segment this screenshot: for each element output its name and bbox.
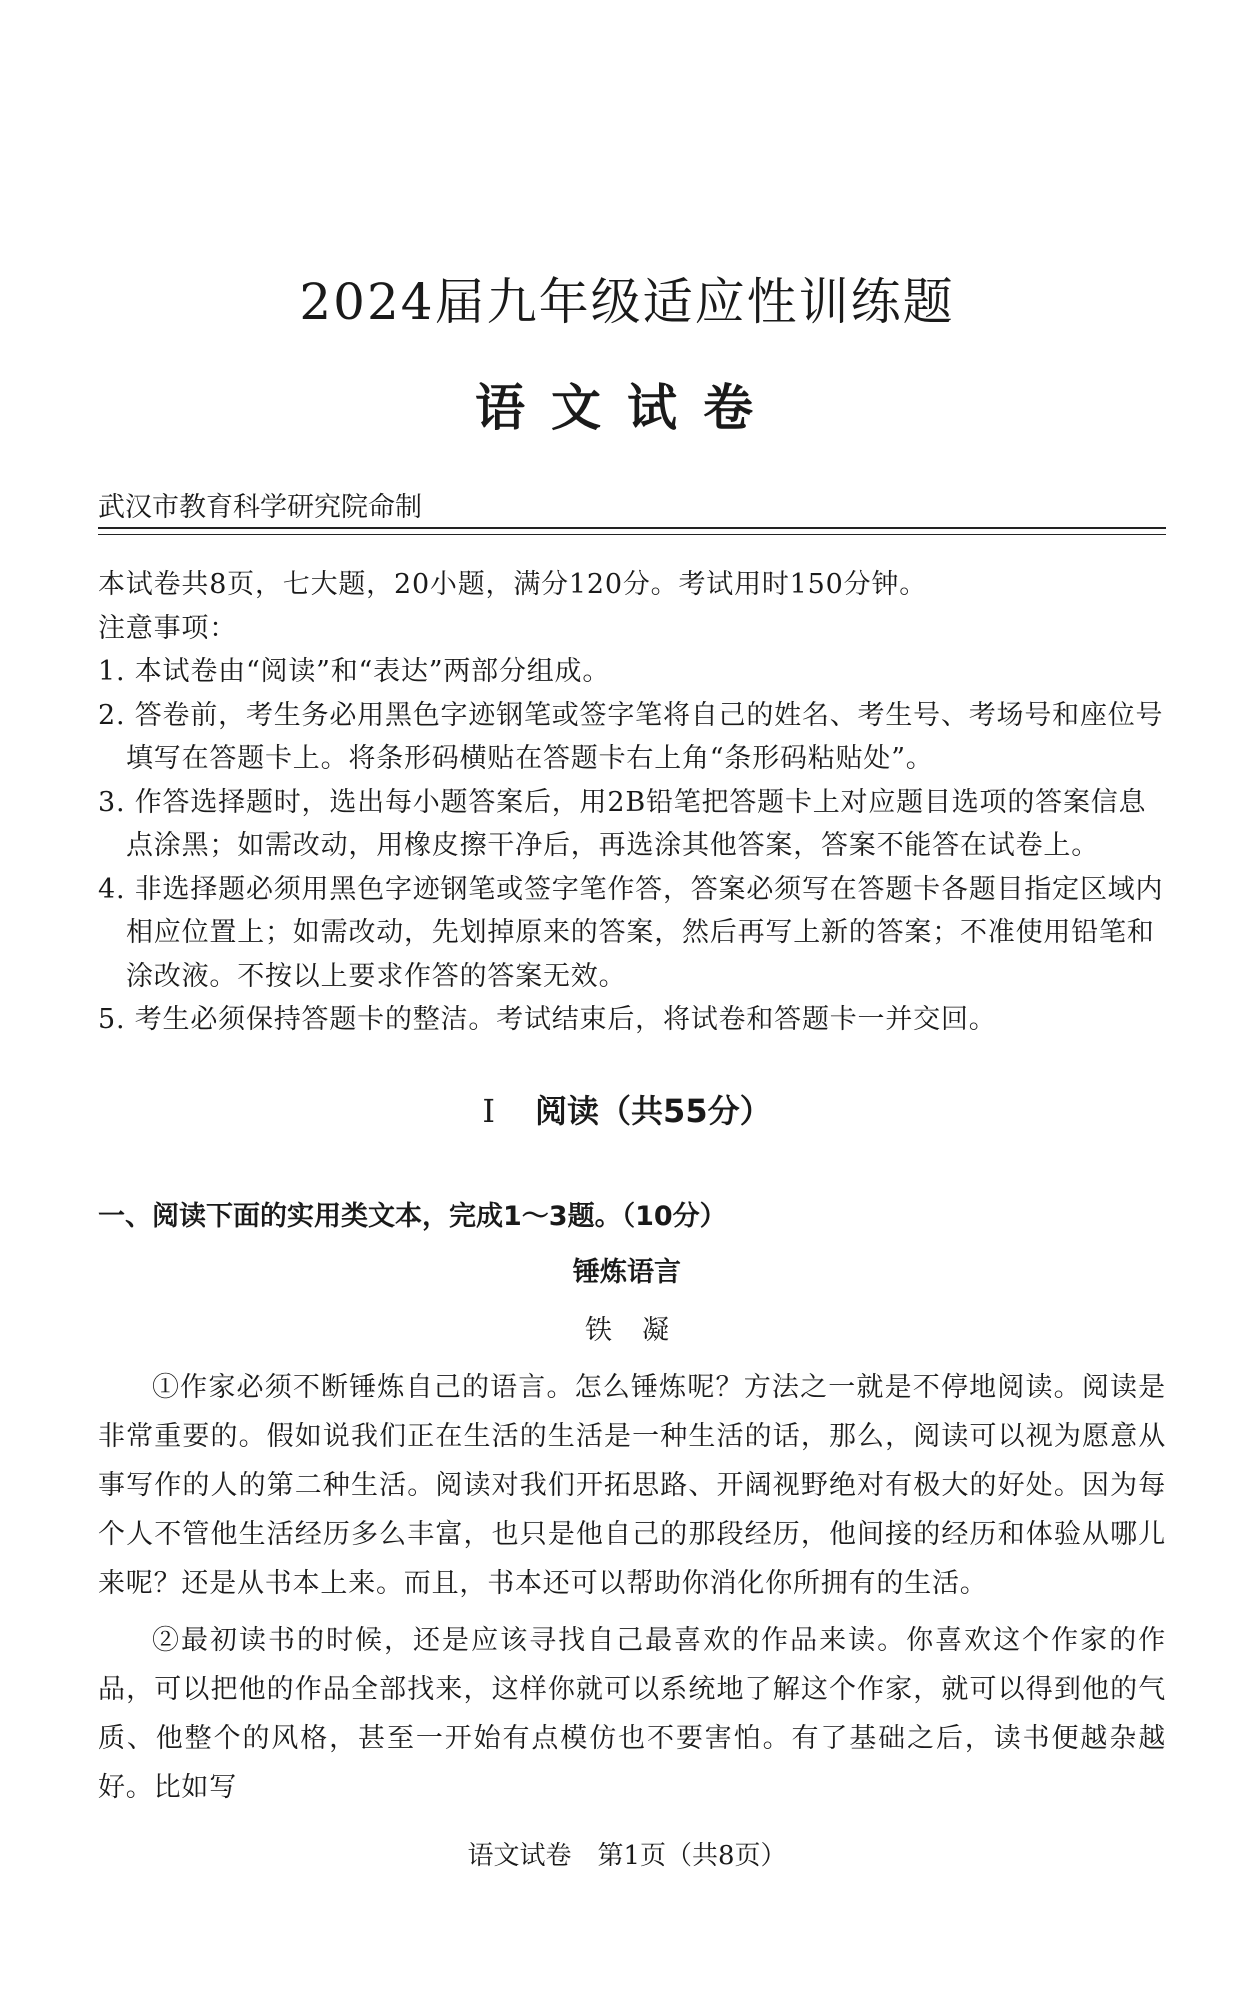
essay-paragraph: ②最初读书的时候，还是应该寻找自己最喜欢的作品来读。你喜欢这个作家的作品，可以把他的作品全部找来，这样你就可以系统地了解这个作家，就可以得到他的气质、他整个的风格，甚至一开始有点模仿也不要害怕。有了基础之后，读书便越杂越好。比如写 — [98, 1625, 1166, 1803]
issuer-line: 武汉市教育科学研究院命制 — [98, 492, 422, 523]
notice-item: 5. 考生必须保持答题卡的整洁。考试结束后，将试卷和答题卡一并交回。 — [98, 1004, 997, 1035]
essay-paragraph: ①作家必须不断锤炼自己的语言。怎么锤炼呢？方法之一就是不停地阅读。阅读是非常重要的。假如说我们正在生活的生活是一种生活的话，那么，阅读可以视为愿意从事写作的人的第二种生活。阅读对我们开拓思路、开阔视野绝对有极大的好处。因为每个人不管他生活经历多么丰富，也只是他自己的那段经历，他间接的经历和体验从哪儿来呢？还是从书本上来。而且，书本还可以帮助你消化你所拥有的生活。 — [98, 1372, 1166, 1599]
section-title: 阅读（共55分） — [535, 1092, 772, 1130]
notice-item: 4. 非选择题必须用黑色字迹钢笔或签字笔作答，答案必须写在答题卡各题目指定区域内相应位置上；如需改动，先划掉原来的答案，然后再写上新的答案；不准使用铅笔和涂改液。不按以上要求作答的答案无效。 — [98, 873, 1164, 992]
instructions-summary: 本试卷共8页，七大题，20小题，满分120分。考试用时150分钟。 — [98, 569, 928, 600]
exam-title: 2024届九年级适应性训练题 — [299, 273, 955, 331]
notice-item: 2. 答卷前，考生务必用黑色字迹钢笔或签字笔将自己的姓名、考生号、考场号和座位号填写在答题卡上。将条形码横贴在答题卡右上角“条形码粘贴处”。 — [98, 699, 1164, 774]
essay-body — [98, 1363, 1166, 1820]
section-numeral: Ⅰ — [482, 1092, 496, 1130]
section-heading — [0, 1086, 1254, 1132]
header-rule-thin — [98, 534, 1166, 535]
essay-author: 铁凝 — [585, 1315, 699, 1346]
page-footer: 语文试卷 第1页（共8页） — [467, 1841, 787, 1871]
question-heading: 一、阅读下面的实用类文本，完成1～3题。（10分） — [98, 1201, 727, 1232]
notice-item: 1. 本试卷由“阅读”和“表达”两部分组成。 — [98, 656, 611, 687]
essay-title: 锤炼语言 — [573, 1257, 681, 1288]
header-rule-thick — [98, 527, 1166, 529]
exam-subject: 语文试卷 — [475, 379, 779, 437]
notice-label: 注意事项： — [98, 612, 237, 644]
instructions-block — [98, 563, 1166, 1042]
notice-item: 3. 作答选择题时，选出每小题答案后，用2B铅笔把答题卡上对应题目选项的答案信息点涂黑；如需改动，用橡皮擦干净后，再选涂其他答案，答案不能答在试卷上。 — [98, 786, 1147, 861]
